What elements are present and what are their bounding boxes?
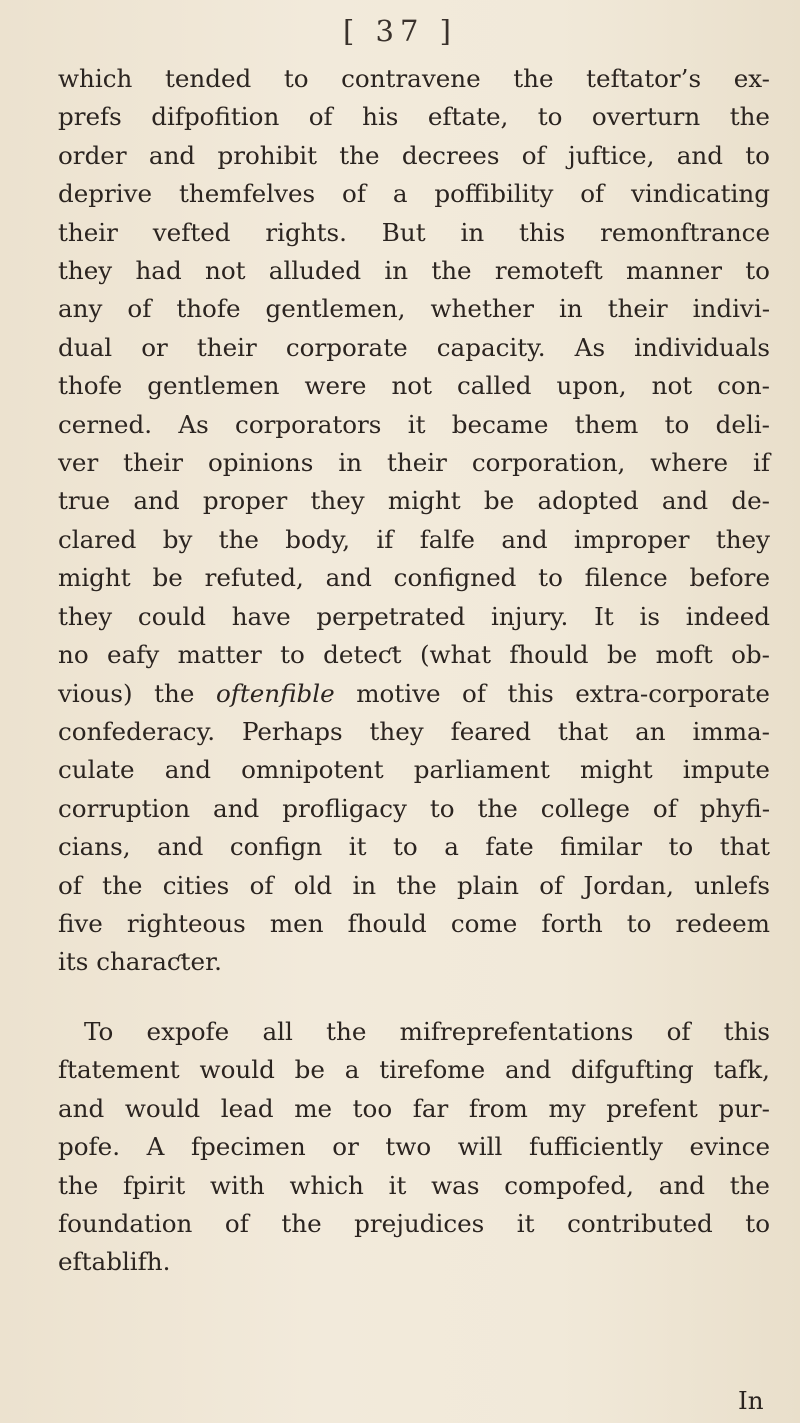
text-line: might be refuted, and configned to filence before: [58, 563, 770, 593]
page-header: [ 37 ]: [343, 14, 457, 48]
italic-word: oftenfible: [215, 678, 335, 708]
text-fragment: motive of this extra-corporate: [334, 678, 770, 708]
text-line: five righteous men fhould come forth to redeem: [58, 908, 770, 938]
text-line: and would lead me too far from my prefent pur-: [58, 1093, 770, 1123]
text-line: foundation of the prejudices it contributed to: [58, 1209, 770, 1239]
paragraph-1: [58, 60, 770, 982]
text-line: cerned. As corporators it became them to deli-: [58, 409, 770, 439]
text-line: any of thofe gentlemen, whether in their indivi-: [58, 294, 770, 324]
text-line: deprive themfelves of a poffibility of vindicating: [58, 179, 770, 209]
text-line: order and prohibit the decrees of juftice, and to: [58, 140, 770, 170]
text-line: no eafy matter to deteƈt (what fhould be moft ob-: [58, 640, 770, 670]
text-line: true and proper they might be adopted and de-: [58, 486, 770, 516]
text-line: their vefted rights. But in this remonftrance: [58, 217, 770, 247]
text-line: confederacy. Perhaps they feared that an imma-: [58, 716, 770, 746]
text-line: the fpirit with which it was compofed, and the: [58, 1170, 770, 1200]
text-line: they could have perpetrated injury. It is indeed: [58, 601, 770, 631]
text-line: which tended to contravene the teftator’s ex-: [58, 64, 770, 93]
text-line: dual or their corporate capacity. As individuals: [58, 332, 770, 362]
text-fragment: vious) the: [58, 678, 216, 708]
text-line: prefs difpofition of his eftate, to overturn the: [58, 102, 770, 132]
text-line: ver their opinions in their corporation, where if: [58, 448, 770, 478]
paragraph-2: [58, 1013, 770, 1282]
text-line: ftatement would be a tirefome and difgufting tafk,: [58, 1055, 770, 1085]
text-line: corruption and profligacy to the college of phyfi-: [58, 793, 770, 823]
text-line: of the cities of old in the plain of Jordan, unlefs: [58, 870, 770, 900]
catchword: In: [738, 1386, 764, 1415]
text-line: eftablifh.: [58, 1247, 171, 1277]
text-line: culate and omnipotent parliament might impute: [58, 755, 770, 785]
text-line-with-italic: [58, 675, 770, 713]
text-line: they had not alluded in the remoteft manner to: [58, 256, 770, 286]
text-line: its charaƈter.: [58, 947, 222, 977]
text-line: thofe gentlemen were not called upon, not con-: [58, 371, 770, 401]
text-line: clared by the body, if falfe and improper they: [58, 524, 770, 554]
text-line: To expofe all the mifreprefentations of this: [84, 1017, 770, 1046]
text-line: pofe. A fpecimen or two will fufficiently evince: [58, 1132, 770, 1162]
text-line: cians, and confign it to a fate fimilar to that: [58, 832, 770, 862]
